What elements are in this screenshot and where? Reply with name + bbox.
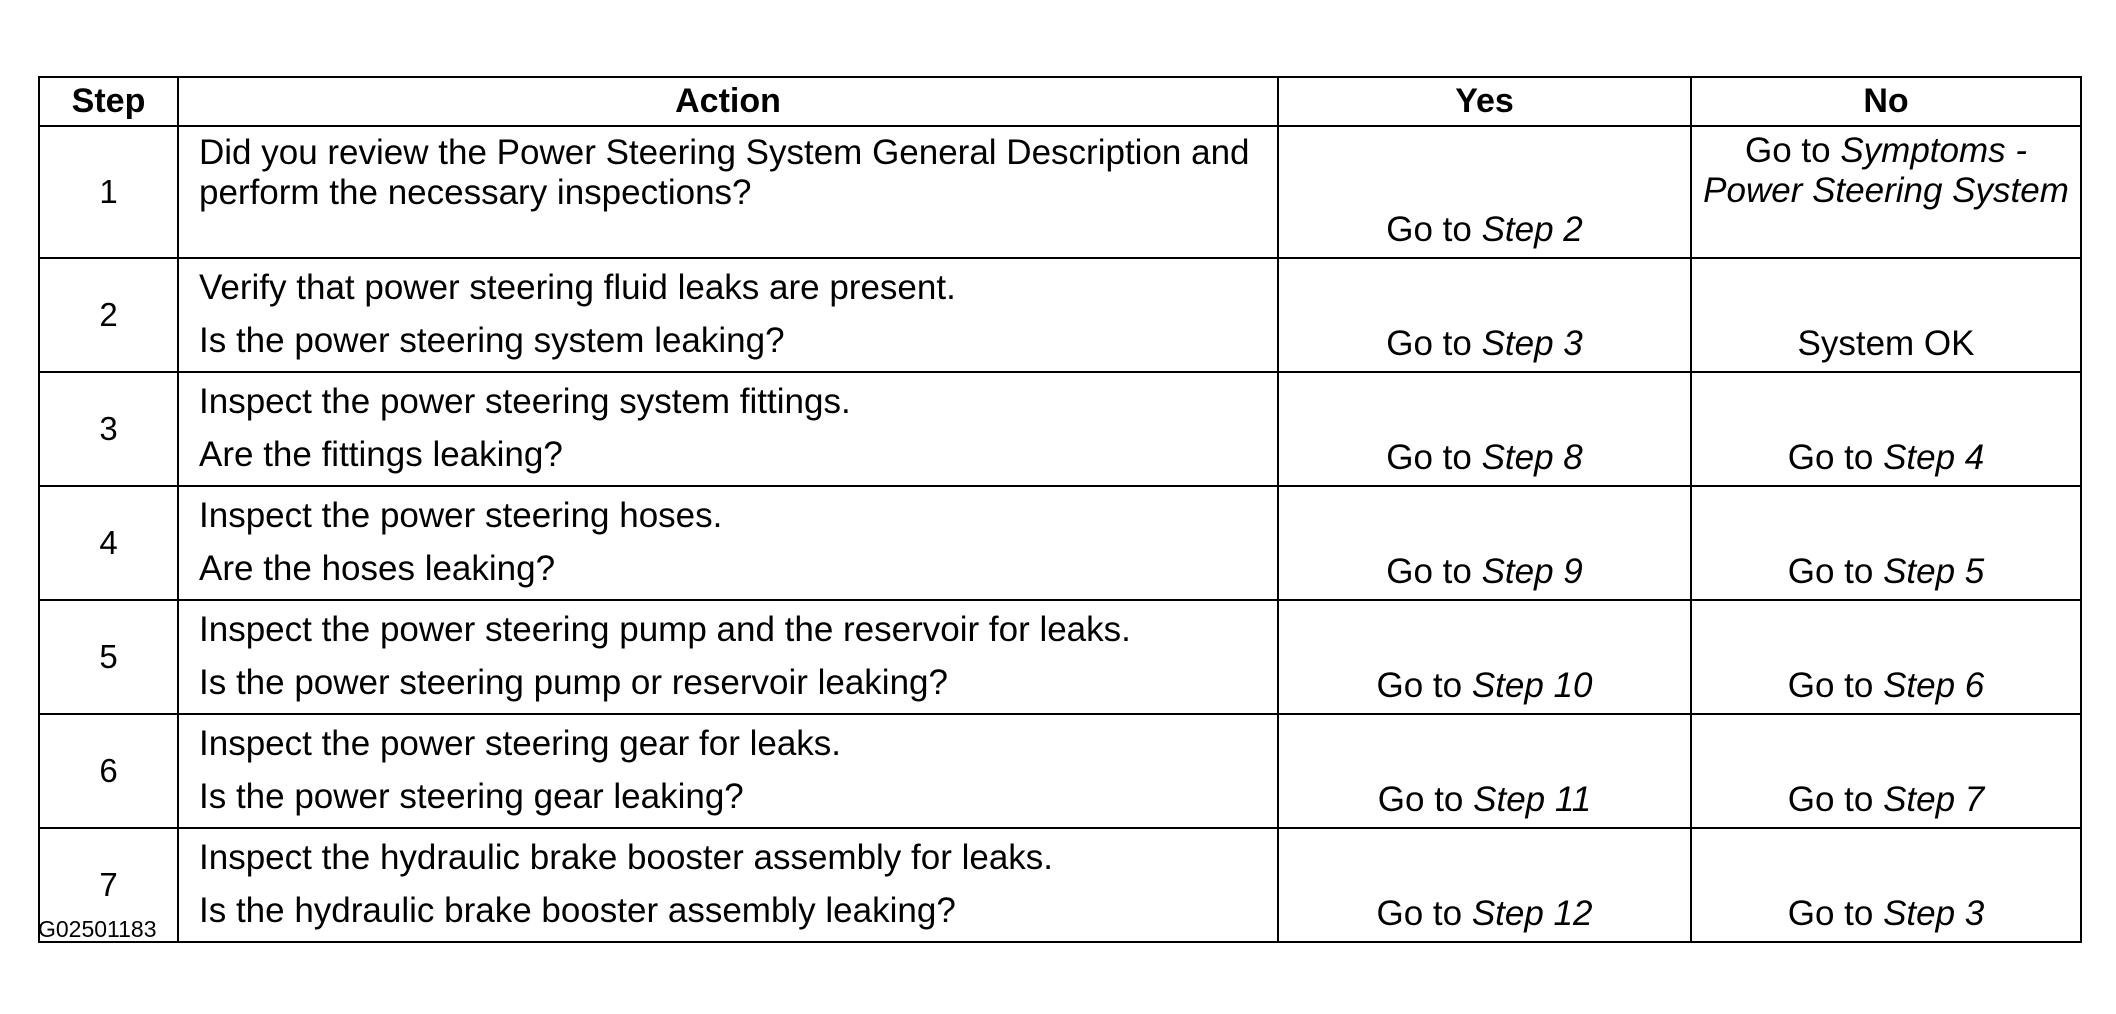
action-instruction: Inspect the hydraulic brake booster assembly for leaks. xyxy=(199,838,1054,877)
yes-prefix: Go to xyxy=(1386,210,1482,250)
no-prefix: Go to xyxy=(1787,780,1884,820)
no-prefix: Go to xyxy=(1744,131,1841,170)
action-cell xyxy=(178,372,1278,486)
action-instruction: Inspect the power steering system fittings. xyxy=(199,382,851,421)
step-number: 3 xyxy=(39,372,178,486)
table-row xyxy=(39,372,2081,486)
no-step-link[interactable]: Step 5 xyxy=(1883,552,1985,592)
table-row xyxy=(39,600,2081,714)
no-prefix: Go to xyxy=(1787,666,1884,706)
yes-cell xyxy=(1278,126,1691,258)
step-number: 2 xyxy=(39,258,178,372)
no-step-link[interactable]: Step 6 xyxy=(1883,666,1985,706)
action-question: Is the hydraulic brake booster assembly leaking? xyxy=(199,891,956,930)
figure-id: G02501183 xyxy=(38,916,157,942)
no-step-link[interactable]: Step 7 xyxy=(1883,780,1985,820)
action-instruction: Inspect the power steering gear for leaks. xyxy=(199,724,842,763)
yes-cell xyxy=(1278,486,1691,600)
no-cell xyxy=(1691,828,2081,942)
no-prefix: Go to xyxy=(1787,552,1884,592)
yes-cell xyxy=(1278,828,1691,942)
yes-cell xyxy=(1278,258,1691,372)
action-question: Is the power steering gear leaking? xyxy=(199,777,744,816)
yes-cell xyxy=(1278,600,1691,714)
table-row xyxy=(39,828,2081,942)
action-cell xyxy=(178,714,1278,828)
step-number: 5 xyxy=(39,600,178,714)
yes-step-link[interactable]: Step 3 xyxy=(1481,324,1583,364)
no-symptoms-link[interactable]: Symptoms - Power Steering System xyxy=(1703,131,2069,210)
action-cell xyxy=(178,486,1278,600)
action-cell xyxy=(178,126,1278,258)
action-text: Did you review the Power Steering System General Description and perform the necessary inspections? xyxy=(199,133,1250,212)
no-cell xyxy=(1691,714,2081,828)
step-number: 6 xyxy=(39,714,178,828)
yes-cell xyxy=(1278,714,1691,828)
action-cell xyxy=(178,600,1278,714)
no-cell xyxy=(1691,258,2081,372)
table-header-row xyxy=(39,77,2081,126)
step-number: 4 xyxy=(39,486,178,600)
yes-step-link[interactable]: Step 10 xyxy=(1471,666,1593,706)
action-instruction: Verify that power steering fluid leaks are present. xyxy=(199,268,956,307)
yes-prefix: Go to xyxy=(1377,780,1474,820)
no-result-text: System OK xyxy=(1797,324,1975,364)
action-cell xyxy=(178,258,1278,372)
yes-step-link[interactable]: Step 9 xyxy=(1481,552,1583,592)
step-number: 7 xyxy=(39,828,178,942)
yes-step-link[interactable]: Step 2 xyxy=(1481,210,1583,250)
no-prefix: Go to xyxy=(1787,438,1884,478)
yes-prefix: Go to xyxy=(1386,324,1482,364)
yes-step-link[interactable]: Step 12 xyxy=(1471,894,1593,934)
header-yes: Yes xyxy=(1278,77,1691,126)
yes-step-link[interactable]: Step 11 xyxy=(1473,780,1592,820)
no-step-link[interactable]: Step 4 xyxy=(1883,438,1985,478)
no-cell xyxy=(1691,126,2081,258)
action-question: Is the power steering pump or reservoir leaking? xyxy=(199,663,948,702)
table-row xyxy=(39,714,2081,828)
yes-cell xyxy=(1278,372,1691,486)
diagnostic-table xyxy=(38,76,2082,943)
action-cell xyxy=(178,828,1278,942)
no-prefix: Go to xyxy=(1787,894,1884,934)
yes-prefix: Go to xyxy=(1386,438,1482,478)
no-cell xyxy=(1691,486,2081,600)
action-question: Is the power steering system leaking? xyxy=(199,321,785,360)
action-instruction: Inspect the power steering hoses. xyxy=(199,496,723,535)
no-step-link[interactable]: Step 3 xyxy=(1883,894,1985,934)
header-action: Action xyxy=(178,77,1278,126)
yes-prefix: Go to xyxy=(1376,894,1472,934)
header-no: No xyxy=(1691,77,2081,126)
action-question: Are the hoses leaking? xyxy=(199,549,556,588)
table-row xyxy=(39,486,2081,600)
yes-prefix: Go to xyxy=(1386,552,1482,592)
table-row xyxy=(39,258,2081,372)
no-cell xyxy=(1691,372,2081,486)
header-step: Step xyxy=(39,77,178,126)
action-instruction: Inspect the power steering pump and the reservoir for leaks. xyxy=(199,610,1131,649)
step-number: 1 xyxy=(39,126,178,258)
yes-step-link[interactable]: Step 8 xyxy=(1481,438,1583,478)
no-cell xyxy=(1691,600,2081,714)
yes-prefix: Go to xyxy=(1376,666,1472,706)
action-question: Are the fittings leaking? xyxy=(199,435,563,474)
table-row xyxy=(39,126,2081,258)
